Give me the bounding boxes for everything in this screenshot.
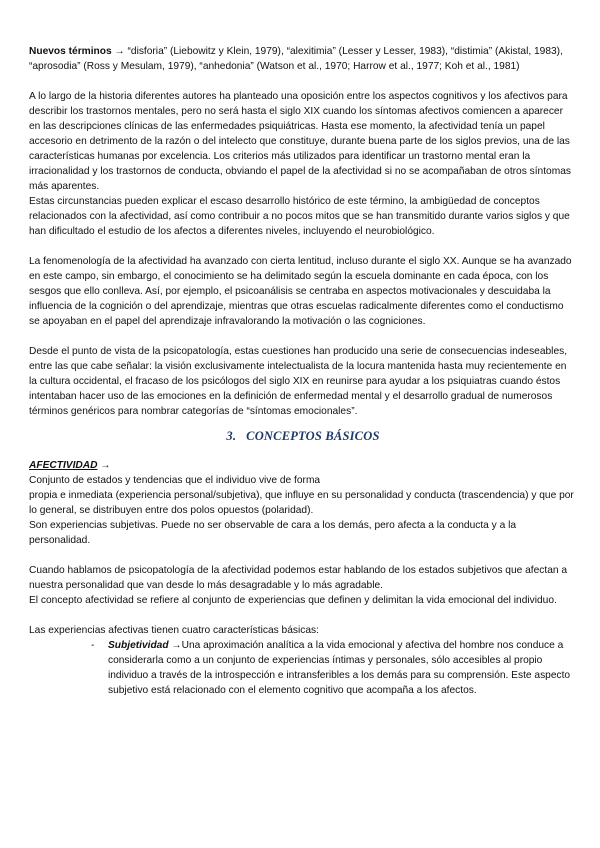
definition-line-1: Conjunto de estados y tendencias que el individuo vive de forma <box>29 475 321 486</box>
circumstances-paragraph: Estas circunstancias pueden explicar el escaso desarrollo histórico de este término, la ambigüedad de conceptos relacionados con la afectividad, así como contribuir a no pocos mitos que se han transmitido durante varios siglos y que han dificultado el estudio de los afectos a diferentes niveles, incluyendo el neurobiológico. <box>29 196 570 237</box>
new-terms-paragraph <box>29 44 577 74</box>
bullet-text <box>108 638 577 698</box>
history-paragraph: A lo largo de la historia diferentes autores ha planteado una oposición entre los aspectos cognitivos y los afectivos para describir los trastornos mentales, pero no será hasta el siglo XIX cuando los síntomas afectivos comiencen a aparecer en las descripciones clínicas de las enfermedades psiquiátricas. Hasta ese momento, la afectividad tenía un papel accesorio en detrimento de la razón o del intelecto que constituye, durante buena parte de los siglos previos, una de las características humanas por excelencia. Los criterios más utilizados para identificar un trastorno mental eran la irracionalidad y los trastornos de conducta, obviando el papel de la afectividad si no se acompañaban de otros síntomas más aparentes. <box>29 91 571 192</box>
afectividad-arrow: → <box>97 460 111 471</box>
document-page <box>29 44 577 698</box>
afectividad-label: AFECTIVIDAD <box>29 460 98 471</box>
section-number: 3. <box>226 429 237 443</box>
new-terms-label: Nuevos términos <box>29 46 112 57</box>
affectivity-concept-paragraph: El concepto afectividad se refiere al conjunto de experiencias que definen y delimitan la vida emocional del individuo. <box>29 595 557 606</box>
section-title: CONCEPTOS BÁSICOS <box>246 429 380 443</box>
characteristics-intro: Las experiencias afectivas tienen cuatro características básicas: <box>29 625 319 636</box>
bullet-subjetividad <box>91 638 577 698</box>
definition-line-3: Son experiencias subjetivas. Puede no ser observable de cara a los demás, pero afecta a la conducta y a la personalidad. <box>29 520 517 546</box>
phenomenology-paragraph: La fenomenología de la afectividad ha avanzado con cierta lentitud, incluso durante el siglo XX. Aunque se ha avanzado en este campo, sin embargo, el conocimiento se ha delimitado según la escuela dominante en cada época, con los sesgos que ello conlleva. Así, por ejemplo, el psicoanálisis se centraba en aspectos motivacionales y descuidaba la influencia de la cognición o del aprendizaje, mientras que otras escuelas radicalmente diferentes como el conductismo se apoyaban en el papel del aprendizaje infravalorando la motivación o las cogniciones. <box>29 256 572 327</box>
bullet-term: Subjetividad <box>108 640 169 651</box>
section-heading <box>29 429 577 444</box>
definition-line-2: propia e inmediata (experiencia personal/subjetiva), que influye en su personalidad y conducta (trascendencia) y que por lo general, se distribuyen entre dos polos opuestos (polaridad). <box>29 490 574 516</box>
bullet-description: →Una aproximación analítica a la vida emocional y afectiva del hombre nos conduce a considerarla como a un conjunto de experiencias íntimas y personales, sólo accesibles al propio individuo a través de la introspección e intransferibles a los demás para su comprensión. Este aspecto subjetivo está relacionado con el elemento cognitivo que acompaña a los afectos. <box>108 640 571 696</box>
subjective-states-paragraph: Cuando hablamos de psicopatología de la afectividad podemos estar hablando de los estados subjetivos que afectan a nuestra personalidad que van desde lo más desagradable y lo más agradable. <box>29 565 568 591</box>
afectividad-heading <box>29 458 577 473</box>
psychopathology-paragraph: Desde el punto de vista de la psicopatología, estas cuestiones han producido una serie de consecuencias indeseables, entre las que cabe señalar: la visión exclusivamente intelectualista de la locura mantenida hasta muy recientemente en la cultura occidental, el fracaso de los psicólogos del siglo XIX en reunirse para ayudar a los psiquiatras cuando éstos intentaban hacer uso de las emociones en la definición de enfermedad mental y el desarrollo gradual de numerosos términos genéricos para nombrar categorías de “síntomas emocionales”. <box>29 346 568 417</box>
new-terms-text: → “disforia” (Liebowitz y Klein, 1979), “alexitimia” (Lesser y Lesser, 1983), “distimia” (Akistal, 1983), “aprosodia” (Ross y Mesulam, 1979), “anhedonia” (Watson et al., 1970; Harrow et al., 1977; Koh et al., 1981) <box>29 46 563 72</box>
bullet-dash: - <box>91 640 95 651</box>
